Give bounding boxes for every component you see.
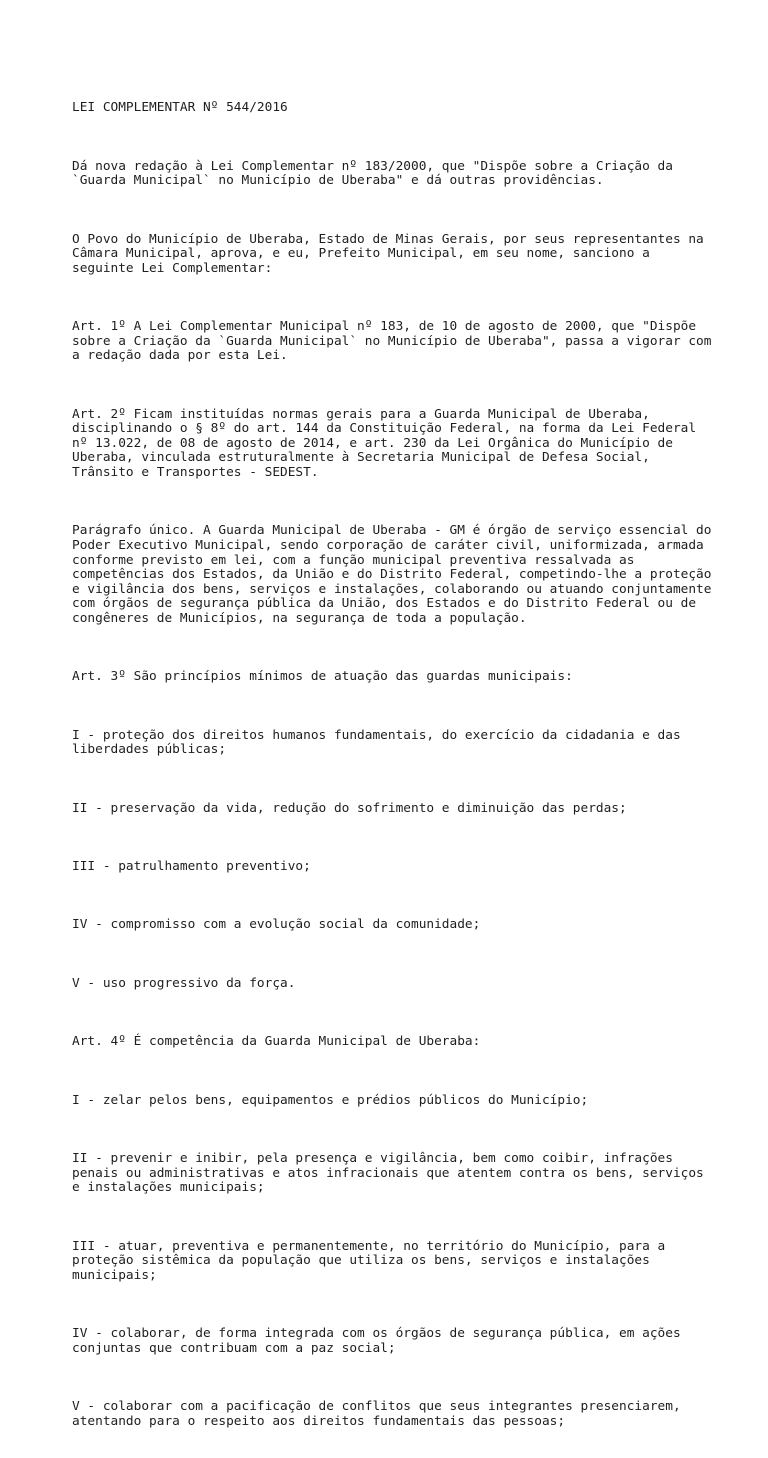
paragraph-art-2: Art. 2º Ficam instituídas normas gerais para a Guarda Municipal de Uberaba, disciplinando o § 8º do art. 144 da Constituição Federal, na forma da Lei Federal nº 13.022, de 08 de agosto de 2014, e art. 230 da Lei Orgânica do Município de Uberaba, vinculada estruturalmente à Secretaria Municipal de Defesa Social, Trânsito e Transportes - SEDEST. <box>72 406 697 481</box>
paragraph-art-4-item-4: IV - colaborar, de forma integrada com os órgãos de segurança pública, em ações conjuntas que contribuam com a paz social; <box>72 1326 681 1356</box>
paragraph-preamble: Dá nova redação à Lei Complementar nº 183/2000, que "Dispõe sobre a Criação da `Guarda Municipal` no Município de Uberaba" e dá outras providências. <box>72 158 673 189</box>
paragraph-art-3: Art. 3º São princípios mínimos de atuação das guardas municipais: <box>72 669 573 685</box>
paragraph-art-3-item-4: IV - compromisso com a evolução social da comunidade; <box>72 917 481 933</box>
paragraph-art-3-item-3: III - patrulhamento preventivo; <box>72 859 311 875</box>
paragraph-art-3-item-1: I - proteção dos direitos humanos fundamentais, do exercício da cidadania e das liberdades públicas; <box>72 727 681 758</box>
paragraph-art-4-item-1: I - zelar pelos bens, equipamentos e prédios públicos do Município; <box>72 1092 589 1108</box>
paragraph-art-3-item-2: II - preservação da vida, redução do sofrimento e diminuição das perdas; <box>72 800 627 816</box>
paragraph-art-4-item-2: II - prevenir e inibir, pela presença e vigilância, bem como coibir, infrações penais ou administrativas e atos infracionais que atentem contra os bens, serviços e instalações municipais; <box>72 1150 704 1196</box>
paragraph-art-4-item-5: V - colaborar com a pacificação de conflitos que seus integrantes presenciarem, atentando para o respeito aos direitos fundamentais das pessoas; <box>72 1399 681 1429</box>
paragraph-art-4-item-3: III - atuar, preventiva e permanentemente, no território do Município, para a proteção sistêmica da população que utiliza os bens, serviços e instalações municipais; <box>72 1238 666 1283</box>
document-page <box>72 72 712 1458</box>
paragraph-art-4: Art. 4º É competência da Guarda Municipal de Uberaba: <box>72 1034 481 1050</box>
paragraph-enactment: O Povo do Município de Uberaba, Estado de Minas Gerais, por seus representantes na Câmara Municipal, aprova, e eu, Prefeito Municipal, em seu nome, sanciono a seguinte Lei Complementar: <box>72 231 704 276</box>
paragraph-sole-paragraph: Parágrafo único. A Guarda Municipal de Uberaba - GM é órgão de serviço essencial do Poder Executivo Municipal, sendo corporação de caráter civil, uniformizada, armada conforme previsto em lei, com a função municipal preventiva ressalvada as competências dos Estados, da União e do Distrito Federal, competindo-lhe a proteção e vigilância dos bens, serviços e instalações, colaborando ou atuando conjuntamente com órgãos de segurança pública da União, dos Estados e do Distrito Federal ou de congêneres de Municípios, na segurança de toda a população. <box>72 523 712 626</box>
document-title: LEI COMPLEMENTAR Nº 544/2016 <box>72 100 288 116</box>
paragraph-art-1: Art. 1º A Lei Complementar Municipal nº 183, de 10 de agosto de 2000, que "Dispõe sobre a Criação da `Guarda Municipal` no Município de Uberaba", passa a vigorar com a redação dada por esta Lei. <box>72 319 712 364</box>
paragraph-art-3-item-5: V - uso progressivo da força. <box>72 975 296 991</box>
